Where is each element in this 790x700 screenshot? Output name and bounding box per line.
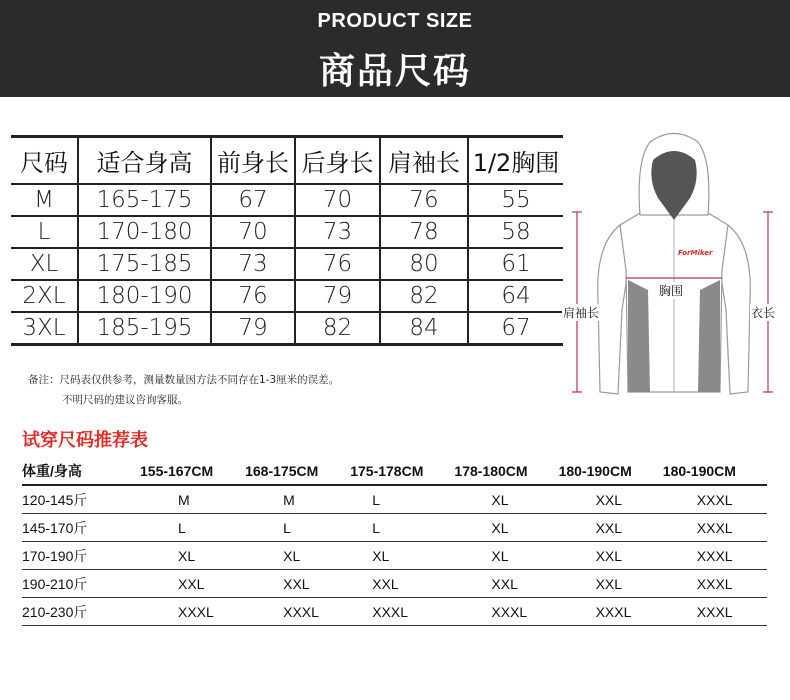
size-cell: 82 xyxy=(295,312,380,345)
recommend-cell: XXXL xyxy=(245,598,350,626)
size-cell: 180-190 xyxy=(78,280,211,312)
size-col-header: 前身长 xyxy=(211,137,295,185)
recommend-row xyxy=(22,485,767,514)
size-cell: 61 xyxy=(501,251,531,277)
recommend-cell: XXXL xyxy=(663,570,767,598)
size-table-row xyxy=(11,248,563,280)
recommend-col-header: 155-167CM xyxy=(140,458,245,485)
recommend-cell: L xyxy=(140,514,245,542)
size-cell: 82 xyxy=(380,280,468,312)
recommend-cell: XL xyxy=(140,542,245,570)
recommend-weight: 145-170斤 xyxy=(22,514,140,542)
recommend-table xyxy=(22,458,767,626)
size-cell: 58 xyxy=(501,219,531,245)
recommend-cell: M xyxy=(140,485,245,514)
recommend-title: 试穿尺码推荐表 xyxy=(22,430,148,451)
sleeve-length-label: 肩袖长 xyxy=(563,306,600,320)
size-cell: 76 xyxy=(380,184,468,216)
recommend-cell: XL xyxy=(245,542,350,570)
recommend-weight: 210-230斤 xyxy=(22,598,140,626)
recommend-cell: L xyxy=(350,485,454,514)
recommend-cell: M xyxy=(245,485,350,514)
size-table xyxy=(11,135,563,346)
recommend-cell: XL xyxy=(350,542,454,570)
size-cell: 73 xyxy=(295,216,380,248)
recommend-cell: XL xyxy=(454,485,558,514)
recommend-cell: XXXL xyxy=(454,598,558,626)
size-cell: M xyxy=(11,184,78,216)
size-cell: 67 xyxy=(211,184,295,216)
size-cell: 73 xyxy=(211,248,295,280)
size-cell: 76 xyxy=(295,248,380,280)
recommend-col-header: 168-175CM xyxy=(245,458,350,485)
size-cell: XL xyxy=(11,248,78,280)
recommend-cell: XXL xyxy=(559,570,663,598)
recommend-cell: XXXL xyxy=(663,514,767,542)
recommend-weight: 120-145斤 xyxy=(22,485,140,514)
recommend-header-row xyxy=(22,458,767,485)
size-cell: 2XL xyxy=(11,280,78,312)
recommend-cell: L xyxy=(350,514,454,542)
recommend-col-header: 体重/身高 xyxy=(22,458,140,485)
size-cell: 78 xyxy=(380,216,468,248)
recommend-cell: XXXL xyxy=(140,598,245,626)
recommend-row xyxy=(22,598,767,626)
recommend-cell: XXXL xyxy=(663,485,767,514)
recommend-cell: XL xyxy=(454,542,558,570)
brand-logo: ForMiker xyxy=(678,249,713,257)
recommend-cell: XXL xyxy=(140,570,245,598)
header-title-zh: 商品尺码 xyxy=(318,51,471,92)
recommend-cell: XXXL xyxy=(559,598,663,626)
size-cell: 76 xyxy=(211,280,295,312)
chest-label: 胸围 xyxy=(659,284,684,298)
recommend-col-header: 180-190CM xyxy=(559,458,663,485)
recommend-cell: XXXL xyxy=(663,598,767,626)
recommend-cell: L xyxy=(245,514,350,542)
size-cell: 64 xyxy=(501,283,531,309)
size-cell: L xyxy=(11,216,78,248)
page-header xyxy=(0,0,790,97)
recommend-row xyxy=(22,570,767,598)
size-cell: 185-195 xyxy=(78,312,211,345)
recommend-cell: XXL xyxy=(350,570,454,598)
size-cell: 79 xyxy=(295,280,380,312)
size-cell: 170-180 xyxy=(78,216,211,248)
recommend-cell: XXXL xyxy=(663,542,767,570)
size-cell: 165-175 xyxy=(78,184,211,216)
size-cell: 79 xyxy=(211,312,295,345)
jacket-illustration xyxy=(560,120,790,410)
recommend-row xyxy=(22,514,767,542)
size-col-header: 肩袖长 xyxy=(380,137,468,185)
recommend-col-header: 180-190CM xyxy=(663,458,767,485)
size-cell: 70 xyxy=(295,184,380,216)
recommend-cell: XXXL xyxy=(350,598,454,626)
note-line-1: 备注：尺码表仅供参考，测量数量因方法不同存在1-3厘米的误差。 xyxy=(28,374,340,386)
recommend-cell: XXL xyxy=(245,570,350,598)
recommend-cell: XXL xyxy=(559,542,663,570)
size-cell: 67 xyxy=(468,312,563,345)
recommend-cell: XXL xyxy=(559,485,663,514)
size-table-row xyxy=(11,216,563,248)
size-col-header: 1/2胸围 xyxy=(468,137,563,185)
size-table-row xyxy=(11,280,563,312)
recommend-weight: 170-190斤 xyxy=(22,542,140,570)
size-cell: 3XL xyxy=(11,312,78,345)
recommend-cell: XXL xyxy=(454,570,558,598)
note-line-2: 不明尺码的建议咨询客服。 xyxy=(62,394,188,406)
header-title-en: PRODUCT SIZE xyxy=(317,10,473,32)
recommend-weight: 190-210斤 xyxy=(22,570,140,598)
size-col-header: 后身长 xyxy=(295,137,380,185)
body-length-label: 衣长 xyxy=(751,306,776,320)
size-table-header-row xyxy=(11,137,563,185)
size-cell: 175-185 xyxy=(78,248,211,280)
recommend-row xyxy=(22,542,767,570)
jacket-diagram xyxy=(560,120,790,410)
size-cell: 55 xyxy=(501,187,531,213)
recommend-col-header: 175-178CM xyxy=(350,458,454,485)
recommend-col-header: 178-180CM xyxy=(454,458,558,485)
size-table-row xyxy=(11,312,563,345)
size-cell: 84 xyxy=(380,312,468,345)
size-cell: 70 xyxy=(211,216,295,248)
size-col-header: 尺码 xyxy=(11,137,78,185)
size-table-row xyxy=(11,184,563,216)
size-col-header: 适合身高 xyxy=(78,137,211,185)
recommend-cell: XXL xyxy=(559,514,663,542)
size-cell: 80 xyxy=(380,248,468,280)
recommend-cell: XL xyxy=(454,514,558,542)
